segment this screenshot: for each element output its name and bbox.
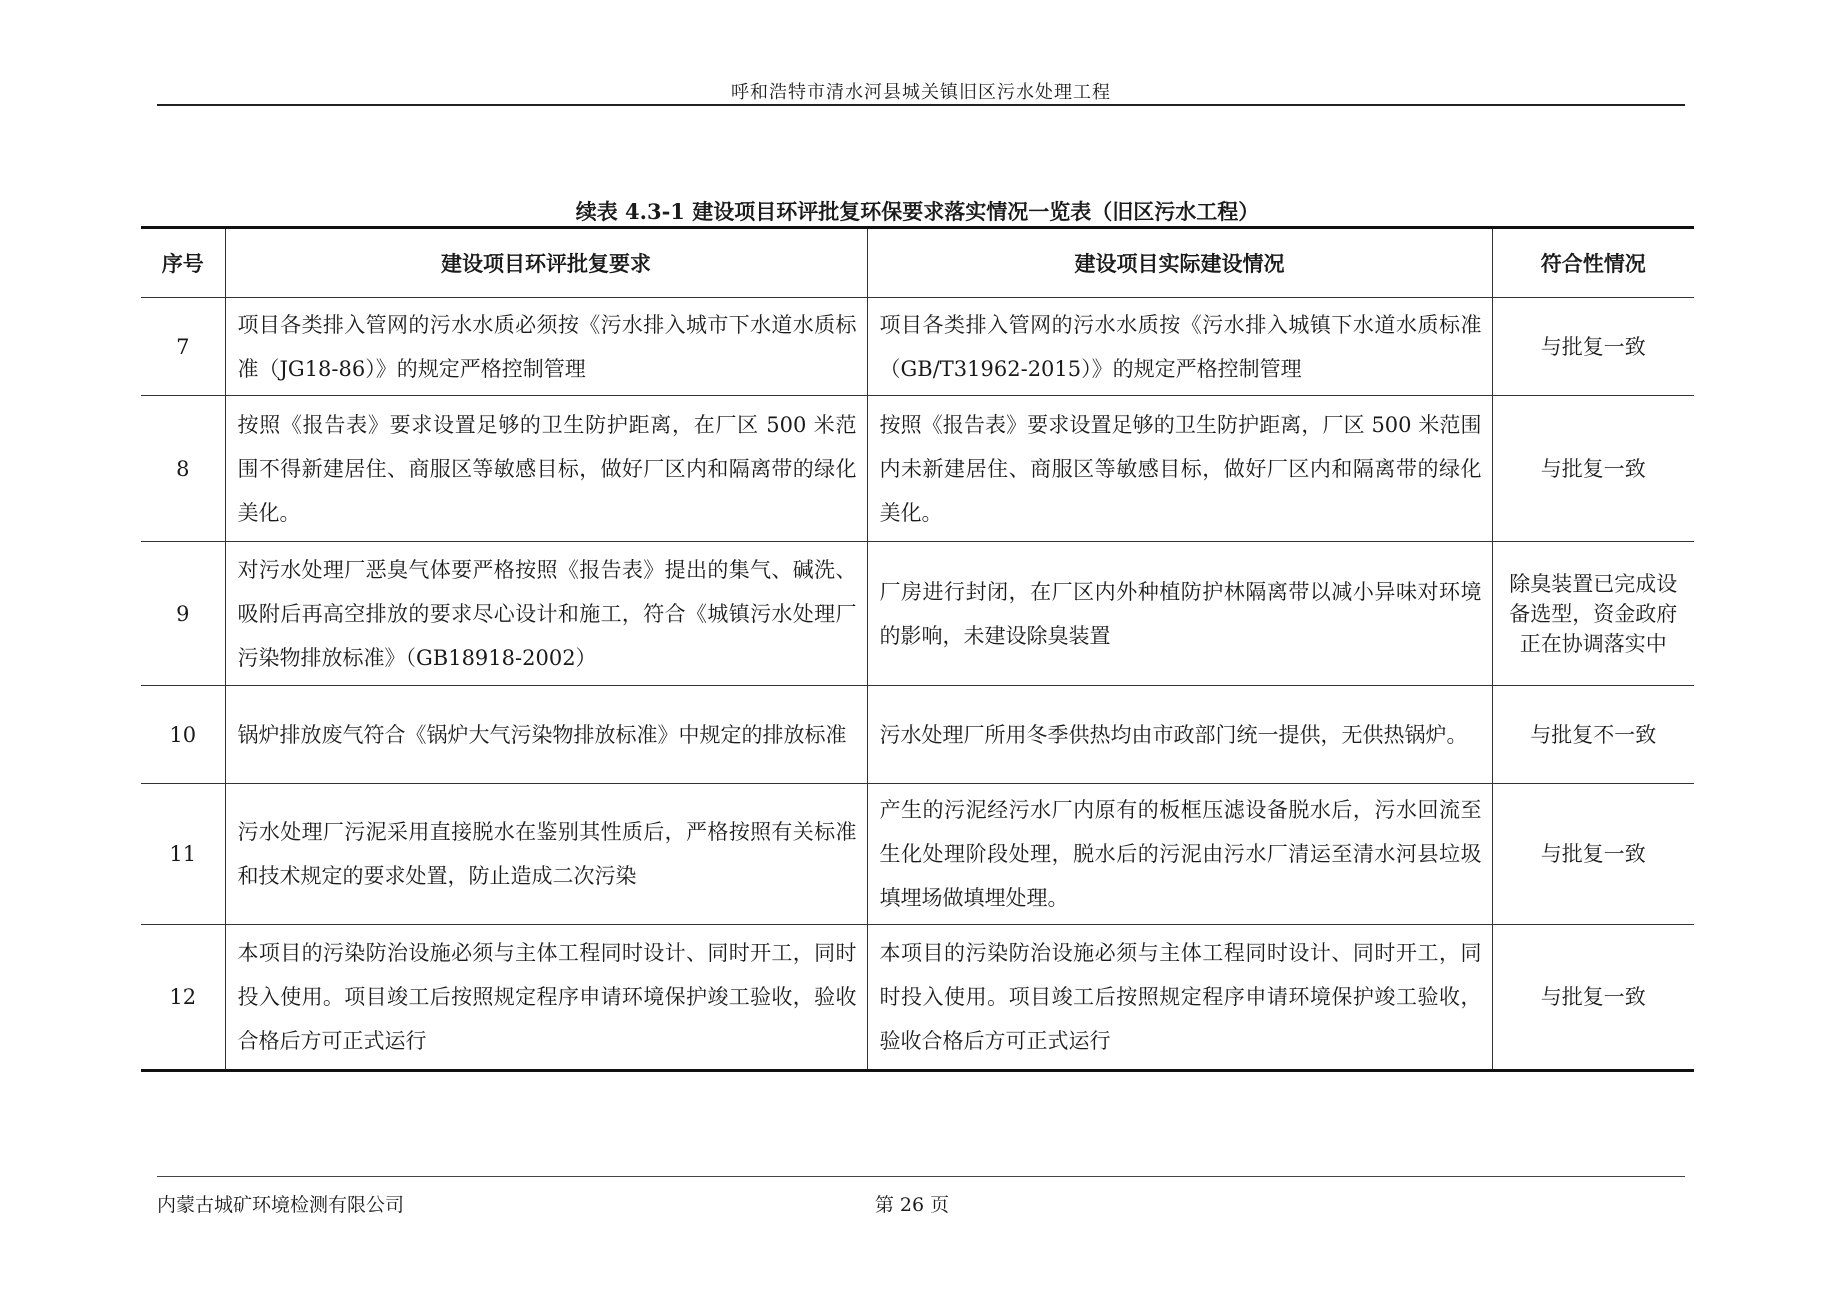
compliance-cell: 除臭装置已完成设备选型，资金政府正在协调落实中 [1492, 542, 1694, 686]
row-number: 11 [141, 784, 225, 925]
row-number: 12 [141, 925, 225, 1071]
table-row [141, 542, 1694, 686]
requirement-cell: 按照《报告表》要求设置足够的卫生防护距离，在厂区 500 米范围不得新建居住、商服区等敏感目标，做好厂区内和隔离带的绿化美化。 [225, 396, 867, 542]
compliance-table [141, 226, 1694, 1072]
compliance-cell: 与批复不一致 [1492, 686, 1694, 784]
table-row [141, 686, 1694, 784]
actual-cell: 产生的污泥经污水厂内原有的板框压滤设备脱水后，污水回流至生化处理阶段处理，脱水后的污泥由污水厂清运至清水河县垃圾填埋场做填埋处理。 [867, 784, 1492, 925]
requirement-cell: 项目各类排入管网的污水水质必须按《污水排入城市下水道水质标准（JG18-86）》的规定严格控制管理 [225, 298, 867, 396]
row-number: 9 [141, 542, 225, 686]
compliance-cell: 与批复一致 [1492, 396, 1694, 542]
compliance-cell: 与批复一致 [1492, 298, 1694, 396]
actual-cell: 按照《报告表》要求设置足够的卫生防护距离，厂区 500 米范围内未新建居住、商服区等敏感目标，做好厂区内和隔离带的绿化美化。 [867, 396, 1492, 542]
column-header-actual: 建设项目实际建设情况 [867, 228, 1492, 298]
compliance-cell: 与批复一致 [1492, 925, 1694, 1071]
requirement-cell: 对污水处理厂恶臭气体要严格按照《报告表》提出的集气、碱洗、吸附后再高空排放的要求尽心设计和施工，符合《城镇污水处理厂污染物排放标准》（GB18918-2002） [225, 542, 867, 686]
column-header-compliance: 符合性情况 [1492, 228, 1694, 298]
table-caption: 续表 4.3-1 建设项目环评批复环保要求落实情况一览表（旧区污水工程） [575, 199, 1260, 224]
page-header-title: 呼和浩特市清水河县城关镇旧区污水处理工程 [731, 82, 1111, 103]
actual-cell: 厂房进行封闭，在厂区内外种植防护林隔离带以减小异味对环境的影响，未建设除臭装置 [867, 542, 1492, 686]
footer-company-name: 内蒙古城矿环境检测有限公司 [157, 1195, 405, 1216]
row-number: 7 [141, 298, 225, 396]
row-number: 8 [141, 396, 225, 542]
table-header-row [141, 228, 1694, 298]
requirement-cell: 锅炉排放废气符合《锅炉大气污染物排放标准》中规定的排放标准 [225, 686, 867, 784]
compliance-cell: 与批复一致 [1492, 784, 1694, 925]
table-row [141, 784, 1694, 925]
footer-page-number: 第 26 页 [874, 1194, 950, 1216]
row-number: 10 [141, 686, 225, 784]
actual-cell: 项目各类排入管网的污水水质按《污水排入城镇下水道水质标准（GB/T31962-2015）》的规定严格控制管理 [867, 298, 1492, 396]
table-row [141, 925, 1694, 1071]
column-header-no: 序号 [141, 228, 225, 298]
column-header-requirement: 建设项目环评批复要求 [225, 228, 867, 298]
requirement-cell: 污水处理厂污泥采用直接脱水在鉴别其性质后，严格按照有关标准和技术规定的要求处置，防止造成二次污染 [225, 784, 867, 925]
table-row [141, 298, 1694, 396]
table-row [141, 396, 1694, 542]
actual-cell: 污水处理厂所用冬季供热均由市政部门统一提供，无供热锅炉。 [867, 686, 1492, 784]
header-divider [157, 104, 1685, 106]
actual-cell: 本项目的污染防治设施必须与主体工程同时设计、同时开工，同时投入使用。项目竣工后按照规定程序申请环境保护竣工验收，验收合格后方可正式运行 [867, 925, 1492, 1071]
footer-divider [157, 1176, 1685, 1177]
requirement-cell: 本项目的污染防治设施必须与主体工程同时设计、同时开工，同时投入使用。项目竣工后按照规定程序申请环境保护竣工验收，验收合格后方可正式运行 [225, 925, 867, 1071]
